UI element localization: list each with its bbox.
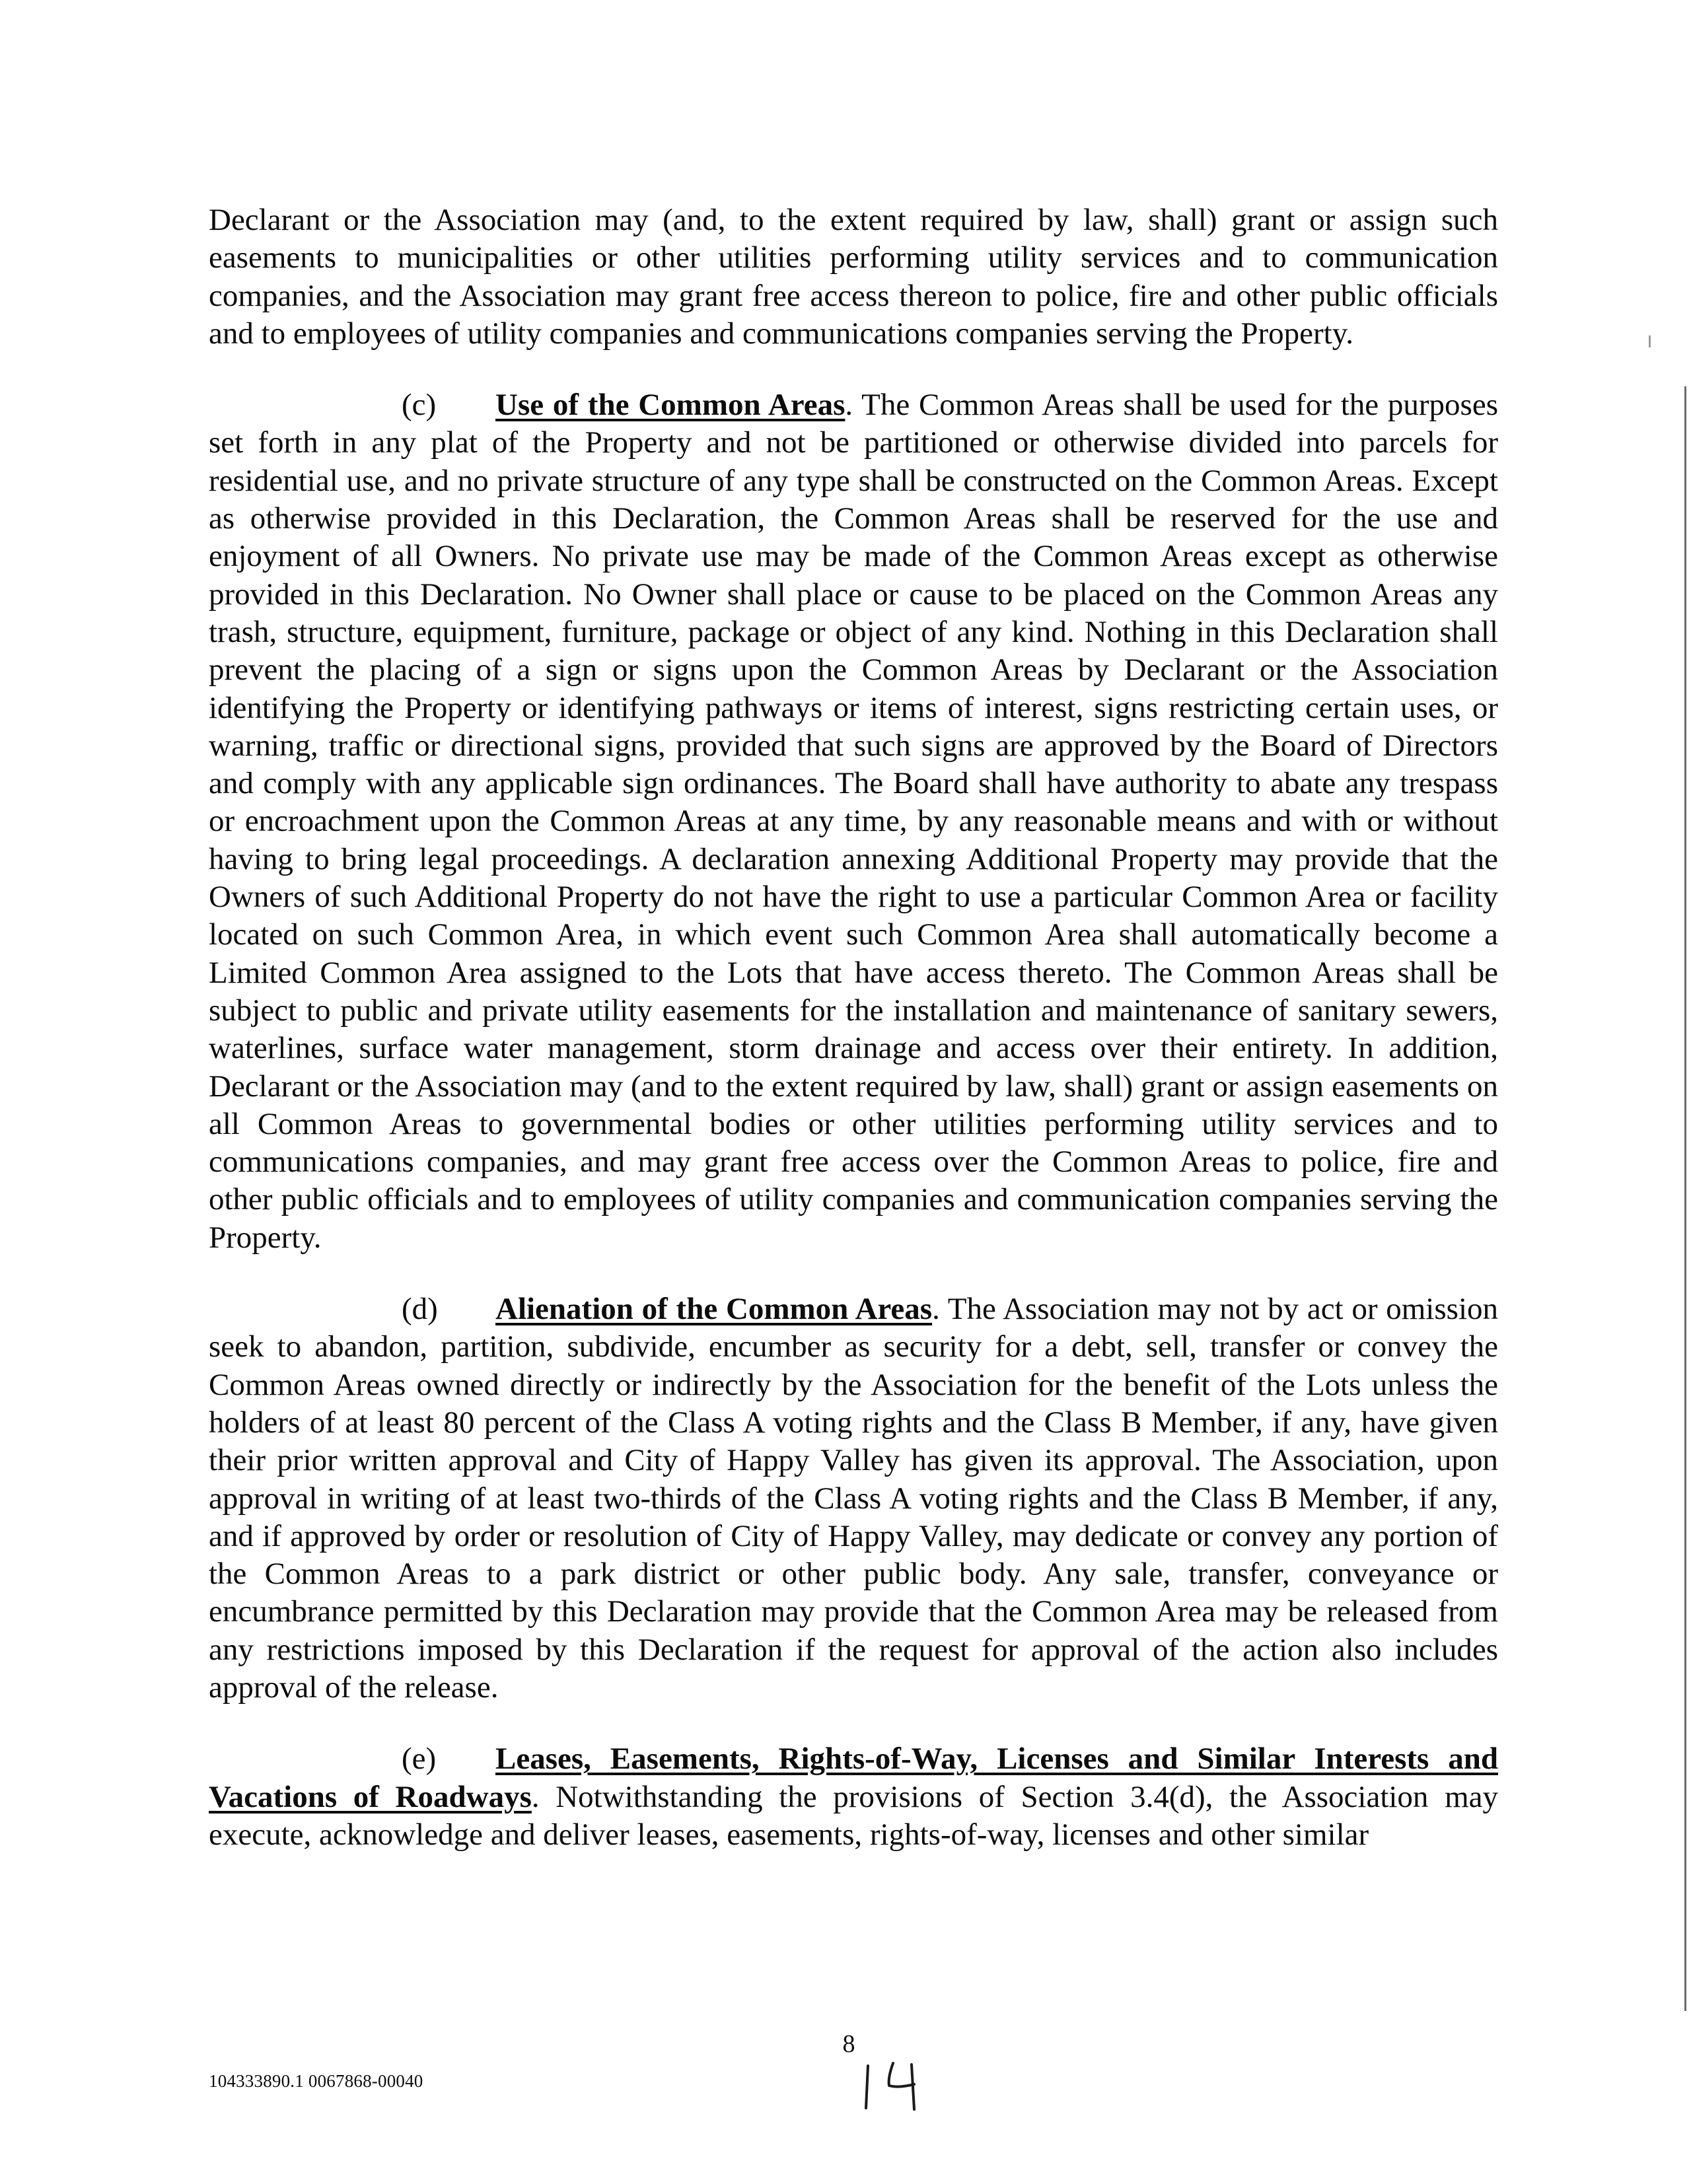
document-body [209,201,1498,1854]
scan-edge-mark [1684,386,1686,2011]
section-e-heading: Leases, Easements, Rights-of-Way, Licenses and Similar Interests and Vacations of Roadways [209,1742,1498,1814]
section-e [209,1740,1498,1854]
paragraph-intro-text: Declarant or the Association may (and, to the extent required by law, shall) grant or assign such easements to municipalities or other utilities performing utility services and to communication companies, and the Association may grant free access thereon to police, fire and other public officials and to employees of utility companies and communications companies serving the Property. [209,203,1498,351]
document-id: 104333890.1 0067868-00040 [209,2071,423,2091]
section-d-label: (d) [402,1292,438,1327]
section-e-text: . Notwithstanding the provisions of Section 3.4(d), the Association may execute, acknowledge and deliver leases, easements, rights-of-way, licenses and other similar [209,1779,1498,1852]
section-c [209,386,1498,1257]
scan-speck [1649,335,1651,347]
section-d [209,1290,1498,1707]
paragraph-intro [209,201,1498,353]
page-number: 8 [842,2030,855,2058]
section-c-heading: Use of the Common Areas [495,388,846,423]
section-c-label: (c) [402,388,437,423]
section-d-heading: Alienation of the Common Areas [495,1292,933,1327]
section-e-label: (e) [402,1742,437,1777]
section-d-text: . The Association may not by act or omission seek to abandon, partition, subdivide, encumber as security for a debt, sell, transfer or convey the Common Areas owned directly or indirectly by the Association for the benefit of the Lots unless the holders of at least 80 percent of the Class A voting rights and the Class B Member, if any, have given their prior written approval and City of Happy Valley has given its approval. The Association, upon approval in writing of at least two-thirds of the Class A voting rights and the Class B Member, if any, and if approved by order or resolution of City of Happy Valley, may dedicate or convey any portion of the Common Areas to a park district or other public body. Any sale, transfer, conveyance or encumbrance permitted by this Declaration may provide that the Common Area may be released from any restrictions imposed by this Declaration if the request for approval of the action also includes approval of the release. [209,1292,1499,1705]
section-c-text: . The Common Areas shall be used for the purposes set forth in any plat of the Property and not be partitioned or otherwise divided into parcels for residential use, and no private structure of any type shall be constructed on the Common Areas. Except as otherwise provided in this Declaration, the Common Areas shall be reserved for the use and enjoyment of all Owners. No private use may be made of the Common Areas except as otherwise provided in this Declaration. No Owner shall place or cause to be placed on the Common Areas any trash, structure, equipment, furniture, package or object of any kind. Nothing in this Declaration shall prevent the placing of a sign or signs upon the Common Areas by Declarant or the Association identifying the Property or identifying pathways or items of interest, signs restricting certain uses, or warning, traffic or directional signs, provided that such signs are approved by the Board of Directors and comply with any applicable sign ordinances. The Board shall have authority to abate any trespass or encroachment upon the Common Areas at any time, by any reasonable means and with or without having to bring legal proceedings. A declaration annexing Additional Property may provide that the Owners of such Additional Property do not have the right to use a particular Common Area or facility located on such Common Area, in which event such Common Area shall automatically become a Limited Common Area assigned to the Lots that have access thereto. The Common Areas shall be subject to public and private utility easements for the installation and maintenance of sanitary sewers, waterlines, surface water management, storm drainage and access over their entirety. In addition, Declarant or the Association may (and to the extent required by law, shall) grant or assign easements on all Common Areas to governmental bodies or other utilities performing utility services and to communications companies, and may grant free access over the Common Areas to police, fire and other public officials and to employees of utility companies and communication companies serving the Property. [209,388,1498,1255]
handwritten-page-number [859,2059,931,2112]
